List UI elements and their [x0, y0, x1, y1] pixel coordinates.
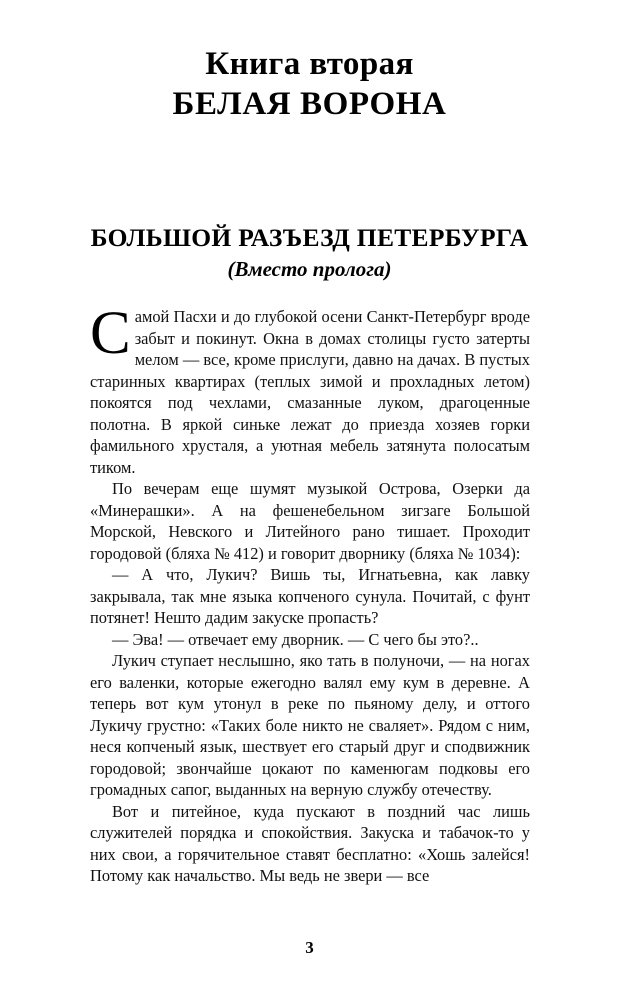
paragraph-text: — Эва! — отвечает ему дворник. — С чего бы это?.. [112, 629, 479, 649]
chapter-subtitle: (Вместо пролога) [227, 257, 392, 281]
drop-cap: С [90, 300, 131, 367]
paragraph-text: амой Пасхи и до глубокой осени Санкт-Петербург вроде забыт и покинут. Окна в домах столицы густо затерты мелом — все, кроме прислуги, давно на дачах. В пустых старинных квартирах (теплых зимой и прохладных летом) покоятся под чехлами, смазанные луком, драгоценные полотна. В яркой синьке лежат до приезда хозяев горки фамильного хрусталя, а уютная мебель затянута полосатым тиком. [90, 307, 535, 477]
paragraph-text: Лукич ступает неслышно, яко тать в полуночи, — на ногах его валенки, которые ежегодно валял ему кум в деревне. А теперь вот кум утонул в реке по пьяному делу, и оттого Лукичу грустно: «Таких боле никто не сваляет». Рядом с ним, неся копченый язык, шествует его старый друг и сподвижник городовой; звончайше цокают по каменюгам подковы его громадных сапог, выданных на верную службу отечеству. [90, 651, 535, 799]
chapter-heading [0, 222, 619, 282]
body-text-block [90, 300, 535, 887]
page-number: 3 [305, 938, 314, 957]
paragraph-text: — А что, Лукич? Вишь ты, Игнатьевна, как лавку закрывала, так мне языка копченого сунула. Почитай, с фунт потянет! Нешто дадим закуске пропасть? [90, 565, 535, 627]
paragraph [90, 650, 535, 801]
book-part-title [0, 44, 619, 124]
paragraph-text: Вот и питейное, куда пускают в поздний час лишь служителей порядка и спокойствия. Закуска и табачок-то у них свои, а горячительное ставят бесплатно: «Хошь залейся! Потому как начальство. Мы ведь не звери — все [90, 801, 535, 885]
paragraph [90, 300, 535, 478]
paragraph-dialogue [90, 629, 530, 651]
paragraph [90, 801, 535, 887]
paragraph [90, 478, 535, 564]
paragraph-text: По вечерам еще шумят музыкой Острова, Озерки да «Минерашки». А на фешенебельном зигзаге Большой Морской, Невского и Литейного рано тишает. Проходит городовой (бляха № 412) и говорит дворнику (бляха № 1034): [90, 479, 535, 563]
chapter-title: БОЛЬШОЙ РАЗЪЕЗД ПЕТЕРБУРГА [90, 223, 529, 252]
book-part-title-line1: Книга вторая [205, 46, 414, 82]
paragraph-dialogue [90, 564, 535, 629]
book-part-title-line2: БЕЛАЯ ВОРОНА [172, 86, 447, 122]
